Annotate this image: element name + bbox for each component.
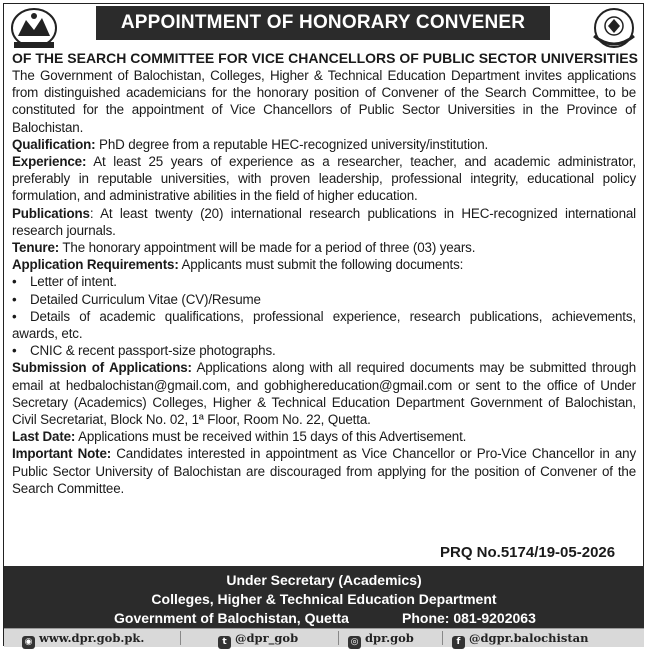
footer-department: Colleges, Higher & Technical Education Department: [151, 591, 497, 607]
social-bar: [4, 628, 644, 647]
list-item: • Letter of intent.: [12, 274, 117, 290]
important-note-label: Important Note:: [12, 446, 112, 462]
instagram-link[interactable]: [348, 630, 414, 646]
instagram-text: dpr.gob: [365, 631, 414, 645]
website-link[interactable]: [22, 630, 144, 646]
intro-paragraph: The Government of Balochistan, Colleges, Higher & Technical Education Department invites applications from distinguished academicians for the honorary position of Convener of the Search Committee, to be constituted for the appointment of Vice Chancellors of Public Sector Universities in the Province of Balochistan.: [12, 68, 636, 135]
page-subtitle: OF THE SEARCH COMMITTEE FOR VICE CHANCELLORS OF PUBLIC SECTOR UNIVERSITIES: [12, 50, 638, 66]
twitter-icon: t: [218, 636, 231, 649]
publications-section: [12, 205, 636, 239]
publications-label: Publications: [12, 205, 90, 221]
footer-phone: Phone: 081-9202063: [402, 610, 536, 626]
requirements-text: Applicants must submit the following documents:: [178, 257, 464, 273]
divider: [442, 631, 443, 645]
advertisement-body: [12, 67, 636, 497]
experience-section: [12, 153, 636, 205]
list-item-text: Detailed Curriculum Vitae (CV)/Resume: [30, 291, 261, 307]
twitter-link[interactable]: [218, 630, 298, 646]
important-note-section: [12, 445, 636, 497]
twitter-text: @dpr_gob: [235, 631, 299, 645]
tenure-text: The honorary appointment will be made for a period of three (03) years.: [59, 240, 476, 256]
qualification-text: PhD degree from a reputable HEC-recognized university/institution.: [95, 136, 489, 152]
list-item: • Details of academic qualifications, professional experience, research publications, achievements, awards, etc.: [12, 308, 636, 342]
page-title: APPOINTMENT OF HONORARY CONVENER: [96, 6, 550, 40]
seal-logo-left: [8, 6, 60, 52]
last-date-section: [12, 428, 636, 445]
instagram-icon: ◎: [348, 636, 361, 649]
prq-number: PRQ No.5174/19-05-2026: [440, 544, 616, 561]
submission-label: Submission of Applications:: [12, 360, 192, 376]
tenure-label: Tenure:: [12, 240, 60, 256]
experience-text: At least 25 years of experience as a researcher, teacher, and academic administrator, preferably in reputable universities, with proven leadership, professional integrity, educational policy formulation, and administrative abilities in the field of higher education.: [12, 154, 636, 204]
globe-icon: ◉: [22, 636, 35, 649]
submission-text: Applications along with all required documents may be submitted through email at hedbalochistan@gmail.com, and gobhighereducation@gmail.com or sent to the office of Under Secretary (Academics) Colleges, Higher & Technical Education Department Government of Balochistan, Civil Secretariat, Block No. 02, 1ª Floor, Room No. 22, Quetta.: [12, 360, 636, 428]
last-date-text: Applications must be received within 15 days of this Advertisement.: [75, 429, 467, 445]
facebook-link[interactable]: [452, 630, 589, 646]
qualification-label: Qualification:: [12, 136, 96, 152]
website-text: www.dpr.gob.pk.: [39, 631, 145, 645]
facebook-text: @dgpr.balochistan: [469, 631, 589, 645]
publications-text: : At least twenty (20) international research publications in HEC-recognized international research journals.: [12, 205, 636, 238]
divider: [338, 631, 339, 645]
list-item-text: Letter of intent.: [30, 274, 117, 290]
submission-section: [12, 359, 636, 428]
list-item-text: Details of academic qualifications, professional experience, research publications, achievements, awards, etc.: [12, 308, 636, 342]
tenure-section: [12, 239, 636, 256]
seal-logo-right: [588, 6, 640, 52]
list-item: • CNIC & recent passport-size photographs.: [12, 343, 276, 359]
experience-label: Experience:: [12, 154, 87, 170]
list-item: • Detailed Curriculum Vitae (CV)/Resume: [12, 291, 261, 307]
facebook-icon: f: [452, 636, 465, 649]
important-note-text: Candidates interested in appointment as Vice Chancellor or Pro-Vice Chancellor in any Public Sector University of Balochistan are discouraged from applying for the position of Convener of the Search Committee.: [12, 446, 636, 496]
last-date-label: Last Date:: [12, 429, 76, 445]
divider: [180, 631, 181, 645]
footer-government: Government of Balochistan, Quetta: [114, 610, 349, 626]
footer-contact-block: [4, 566, 644, 630]
requirements-label: Application Requirements:: [12, 257, 179, 273]
footer-office: Under Secretary (Academics): [226, 572, 422, 588]
qualification-section: [12, 136, 636, 153]
list-item-text: CNIC & recent passport-size photographs.: [30, 343, 276, 359]
requirements-section: [12, 256, 636, 273]
